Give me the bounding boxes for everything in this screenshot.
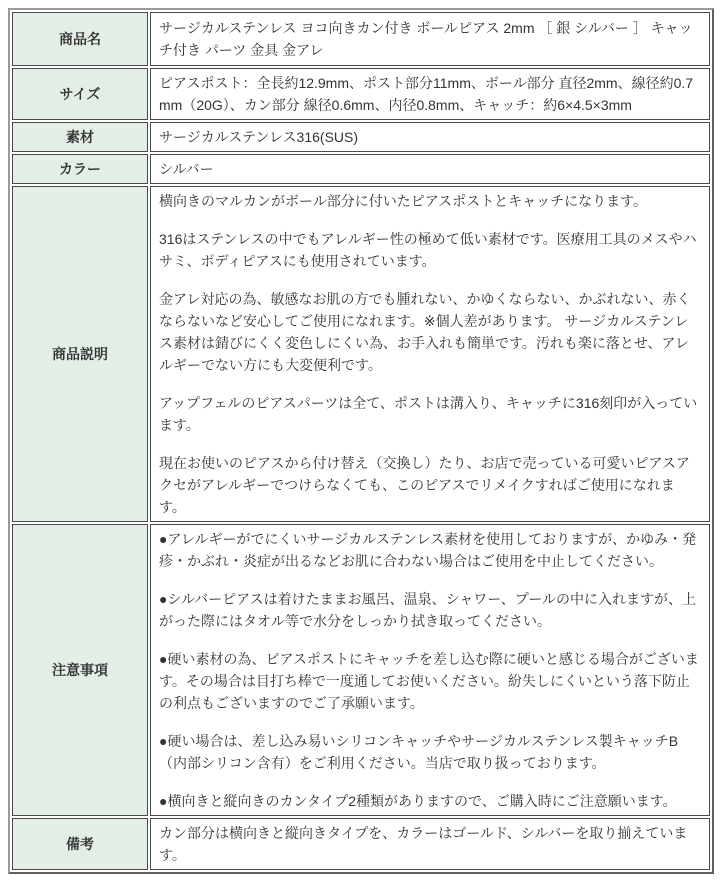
- row-header-material: 素材: [12, 122, 148, 152]
- paragraph: ●硬い場合は、差し込み易いシリコンキャッチやサージカルステンレス製キャッチB（内部シリコン含有）をご利用ください。当店で取り扱っております。: [159, 733, 679, 771]
- row-header-description: 商品説明: [12, 186, 148, 522]
- row-header-size: サイズ: [12, 68, 148, 120]
- paragraph: カン部分は横向きと縦向きタイプを、カラーはゴールド、シルバーを取り揃えています。: [159, 825, 688, 863]
- row-header-product-name: 商品名: [12, 12, 148, 66]
- row-header-note: 備考: [12, 818, 148, 870]
- table-row-size: [12, 68, 710, 120]
- paragraph: ピアスポスト：全長約12.9mm、ポスト部分11mm、ボール部分 直径2mm、線径約0.7mm（20G）、カン部分 線径0.6mm、内径0.8mm、キャッチ：約6×4.5×3mm: [159, 75, 694, 113]
- row-value-caution: [150, 524, 710, 816]
- paragraph: 316はステンレスの中でもアレルギー性の極めて低い素材です。医療用工具のメスやハサミ、ボディピアスにも使用されています。: [159, 231, 697, 269]
- paragraph: サージカルステンレス316(SUS): [159, 129, 359, 145]
- paragraph: 金アレ対応の為、敏感なお肌の方でも腫れない、かゆくならない、かぶれない、赤くならないなど安心してご使用になれます。※個人差があります。 サージカルステンレス素材は錆びにくく変色しにくい為、お手入れも簡単です。汚れも楽に落とせ、アレルギーでない方にも大変便利です。: [159, 291, 691, 373]
- product-spec-table: [8, 8, 714, 874]
- paragraph: サージカルステンレス ヨコ向きカン付き ボールピアス 2mm ［ 銀 シルバー ］ キャッチ付き パーツ 金具 金アレ: [159, 20, 693, 58]
- table-row-description: [12, 186, 710, 522]
- row-value-product-name: [150, 12, 710, 66]
- row-header-color: カラー: [12, 154, 148, 184]
- paragraph: ●横向きと縦向きのカンタイプ2種類がありますので、ご購入時にご注意願います。: [159, 793, 677, 809]
- table-row-caution: [12, 524, 710, 816]
- paragraph: アップフェルのピアスパーツは全て、ポストは溝入り、キャッチに316刻印が入っています。: [159, 395, 698, 433]
- paragraph: 横向きのマルカンがボール部分に付いたピアスポストとキャッチになります。: [159, 193, 648, 209]
- row-value-color: [150, 154, 710, 184]
- table-row-color: [12, 154, 710, 184]
- table-row-product-name: [12, 12, 710, 66]
- row-header-caution: 注意事項: [12, 524, 148, 816]
- table-row-note: [12, 818, 710, 870]
- paragraph: ●硬い素材の為、ピアスポストにキャッチを差し込む際に硬いと感じる場合がございます。その場合は目打ち棒で一度通してお使いください。紛失しにくいという落下防止の利点もございますのでご了承願います。: [159, 651, 699, 711]
- paragraph: ●アレルギーがでにくいサージカルステンレス素材を使用しておりますが、かゆみ・発疹・かぶれ・炎症が出るなどお肌に合わない場合はご使用を中止してください。: [159, 531, 697, 569]
- row-value-description: [150, 186, 710, 522]
- paragraph: 現在お使いのピアスから付け替え（交換し）たり、お店で売っている可愛いピアスアクセがアレルギーでつけらなくても、このピアスでリメイクすればご使用になれます。: [159, 455, 690, 515]
- table-row-material: [12, 122, 710, 152]
- row-value-material: [150, 122, 710, 152]
- row-value-size: [150, 68, 710, 120]
- paragraph: ●シルバーピアスは着けたままお風呂、温泉、シャワー、プールの中に入れますが、上がった際にはタオル等で水分をしっかり拭き取ってください。: [159, 591, 697, 629]
- paragraph: シルバー: [159, 161, 214, 177]
- row-value-note: [150, 818, 710, 870]
